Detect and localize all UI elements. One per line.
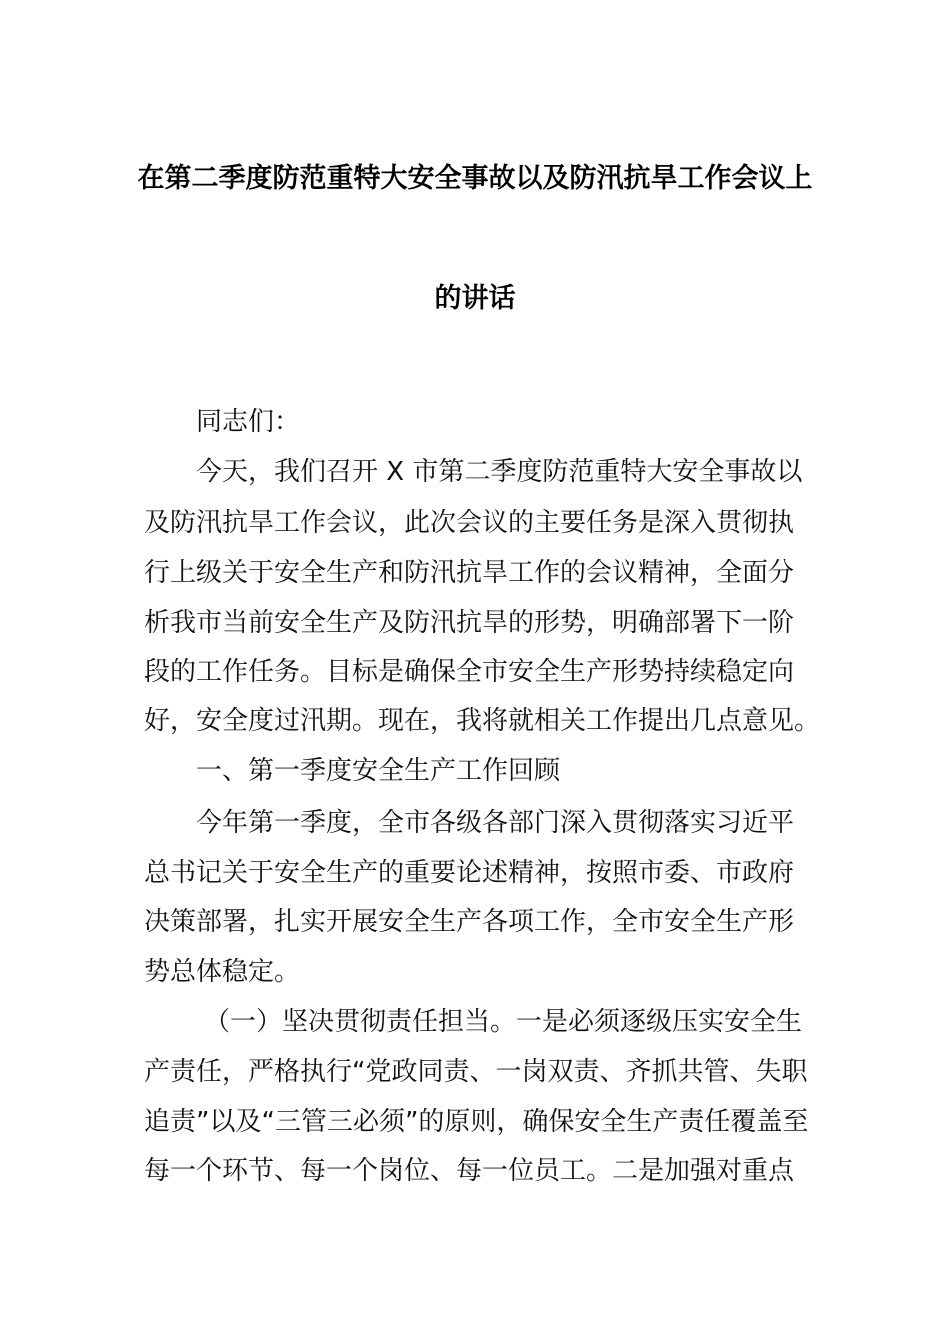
- paragraph-line: 好，安全度过汛期。现在，我将就相关工作提出几点意见。: [144, 706, 821, 736]
- paragraph-line: 及防汛抗旱工作会议，此次会议的主要任务是深入贯彻执: [144, 508, 795, 538]
- paragraph-line: 行上级关于安全生产和防汛抗旱工作的会议精神，全面分: [144, 558, 795, 588]
- section-heading: 一、第一季度安全生产工作回顾: [196, 756, 561, 786]
- paragraph-line: 段的工作任务。目标是确保全市安全生产形势持续稳定向: [144, 657, 795, 687]
- subsection-paragraph-line: （一）坚决贯彻责任担当。一是必须逐级压实安全生: [204, 1007, 803, 1037]
- paragraph-line: 今天，我们召开 X 市第二季度防范重特大安全事故以: [196, 457, 803, 487]
- salutation: 同志们：: [196, 407, 301, 437]
- paragraph-line: 总书记关于安全生产的重要论述精神，按照市委、市政府: [144, 858, 795, 888]
- paragraph-line: 每一个环节、每一个岗位、每一位员工。二是加强对重点: [144, 1156, 795, 1186]
- paragraph-line: 今年第一季度，全市各级各部门深入贯彻落实习近平: [196, 808, 795, 838]
- paragraph-line: 势总体稳定。: [144, 957, 301, 987]
- paragraph-line: 追责”以及“三管三必须”的原则，确保安全生产责任覆盖至: [144, 1107, 809, 1137]
- paragraph-line: 决策部署，扎实开展安全生产各项工作，全市安全生产形: [144, 907, 795, 937]
- paragraph-line: 产责任，严格执行“党政同责、一岗双责、齐抓共管、失职: [144, 1057, 808, 1087]
- document-title-line-2: 的讲话: [434, 283, 516, 314]
- paragraph-line: 析我市当前安全生产及防汛抗旱的形势，明确部署下一阶: [144, 608, 795, 638]
- document-title-line-1: 在第二季度防范重特大安全事故以及防汛抗旱工作会议上: [137, 163, 813, 194]
